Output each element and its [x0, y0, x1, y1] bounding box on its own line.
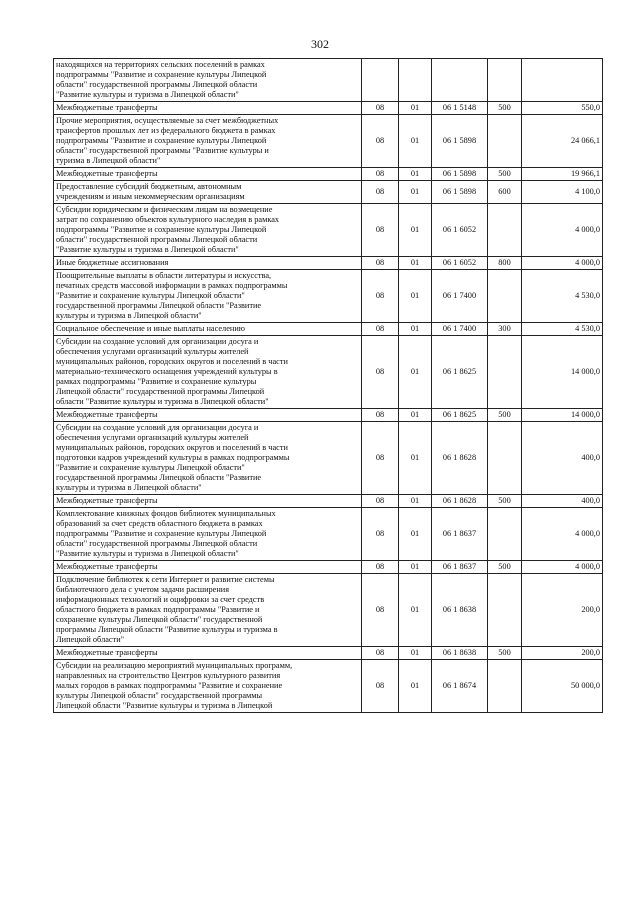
target-article-cell: 06 1 8674: [432, 660, 488, 713]
section-code-cell: 01: [399, 168, 432, 181]
table-row: [54, 168, 603, 181]
ministry-code-cell: 08: [362, 336, 399, 409]
table-row: [54, 495, 603, 508]
table-row: [54, 270, 603, 323]
expense-type-cell: [488, 574, 522, 647]
table-row: [54, 508, 603, 561]
expense-type-cell: [488, 59, 522, 102]
ministry-code-cell: 08: [362, 257, 399, 270]
item-name-cell: Межбюджетные трансферты: [54, 495, 362, 508]
table-row: [54, 102, 603, 115]
expense-type-cell: [488, 422, 522, 495]
table-row: [54, 660, 603, 713]
budget-table: [53, 58, 603, 713]
target-article-cell: 06 1 8637: [432, 508, 488, 561]
item-name-cell: находящихся на территориях сельских поселений в рамках подпрограммы "Развитие и сохранение культуры Липецкой области" государственной программы Липецкой области "Развитие культуры и туризма в Липецкой области": [54, 59, 362, 102]
section-code-cell: 01: [399, 574, 432, 647]
amount-cell: 14 000,0: [522, 409, 603, 422]
section-code-cell: [399, 59, 432, 102]
section-code-cell: 01: [399, 181, 432, 204]
page-number: 302: [311, 37, 329, 51]
expense-type-cell: 500: [488, 495, 522, 508]
ministry-code-cell: 08: [362, 181, 399, 204]
target-article-cell: 06 1 8625: [432, 409, 488, 422]
table-row: [54, 574, 603, 647]
ministry-code-cell: 08: [362, 270, 399, 323]
amount-cell: [522, 59, 603, 102]
target-article-cell: [432, 59, 488, 102]
amount-cell: 14 000,0: [522, 336, 603, 409]
table-row: [54, 647, 603, 660]
section-code-cell: 01: [399, 323, 432, 336]
target-article-cell: 06 1 8637: [432, 561, 488, 574]
expense-type-cell: 500: [488, 561, 522, 574]
section-code-cell: 01: [399, 409, 432, 422]
table-row: [54, 561, 603, 574]
section-code-cell: 01: [399, 422, 432, 495]
section-code-cell: 01: [399, 204, 432, 257]
table-row: [54, 59, 603, 102]
ministry-code-cell: 08: [362, 508, 399, 561]
amount-cell: 4 530,0: [522, 270, 603, 323]
section-code-cell: 01: [399, 257, 432, 270]
amount-cell: 200,0: [522, 647, 603, 660]
amount-cell: 4 000,0: [522, 508, 603, 561]
expense-type-cell: 800: [488, 257, 522, 270]
table-row: [54, 257, 603, 270]
table-row: [54, 181, 603, 204]
expense-type-cell: 600: [488, 181, 522, 204]
expense-type-cell: [488, 115, 522, 168]
target-article-cell: 06 1 8628: [432, 422, 488, 495]
item-name-cell: Поощрительные выплаты в области литературы и искусства, печатных средств массовой информации в рамках подпрограммы "Развитие и сохранение культуры Липецкой области" государственной программы Липецкой области "Развитие культуры и туризма в Липецкой области": [54, 270, 362, 323]
ministry-code-cell: 08: [362, 409, 399, 422]
item-name-cell: Межбюджетные трансферты: [54, 168, 362, 181]
amount-cell: 24 066,1: [522, 115, 603, 168]
expense-type-cell: 300: [488, 323, 522, 336]
ministry-code-cell: 08: [362, 168, 399, 181]
section-code-cell: 01: [399, 647, 432, 660]
expense-type-cell: [488, 336, 522, 409]
table-row: [54, 336, 603, 409]
ministry-code-cell: 08: [362, 660, 399, 713]
target-article-cell: 06 1 5898: [432, 115, 488, 168]
item-name-cell: Комплектование книжных фондов библиотек муниципальных образований за счет средств областного бюджета в рамках подпрограммы "Развитие и сохранение культуры Липецкой области" государственной программы Липецкой области "Развитие культуры и туризма в Липецкой области": [54, 508, 362, 561]
ministry-code-cell: [362, 59, 399, 102]
amount-cell: 19 966,1: [522, 168, 603, 181]
budget-table-body: [54, 59, 603, 713]
target-article-cell: 06 1 8638: [432, 574, 488, 647]
item-name-cell: Предоставление субсидий бюджетным, автономным учреждениям и иным некоммерческим организациям: [54, 181, 362, 204]
amount-cell: 4 000,0: [522, 204, 603, 257]
table-row: [54, 204, 603, 257]
ministry-code-cell: 08: [362, 422, 399, 495]
target-article-cell: 06 1 8628: [432, 495, 488, 508]
amount-cell: 4 530,0: [522, 323, 603, 336]
expense-type-cell: 500: [488, 647, 522, 660]
item-name-cell: Межбюджетные трансферты: [54, 647, 362, 660]
amount-cell: 4 100,0: [522, 181, 603, 204]
target-article-cell: 06 1 8638: [432, 647, 488, 660]
amount-cell: 4 000,0: [522, 561, 603, 574]
table-row: [54, 422, 603, 495]
item-name-cell: Социальное обеспечение и иные выплаты населению: [54, 323, 362, 336]
expense-type-cell: [488, 204, 522, 257]
ministry-code-cell: 08: [362, 495, 399, 508]
section-code-cell: 01: [399, 115, 432, 168]
target-article-cell: 06 1 6052: [432, 257, 488, 270]
section-code-cell: 01: [399, 270, 432, 323]
target-article-cell: 06 1 5898: [432, 181, 488, 204]
expense-type-cell: [488, 270, 522, 323]
table-row: [54, 115, 603, 168]
ministry-code-cell: 08: [362, 561, 399, 574]
item-name-cell: Межбюджетные трансферты: [54, 409, 362, 422]
section-code-cell: 01: [399, 495, 432, 508]
target-article-cell: 06 1 6052: [432, 204, 488, 257]
expense-type-cell: [488, 660, 522, 713]
target-article-cell: 06 1 8625: [432, 336, 488, 409]
ministry-code-cell: 08: [362, 204, 399, 257]
target-article-cell: 06 1 7400: [432, 323, 488, 336]
item-name-cell: Иные бюджетные ассигнования: [54, 257, 362, 270]
item-name-cell: Субсидии на создание условий для организации досуга и обеспечения услугами организаций культуры жителей муниципальных районов, городских округов и поселений в части подготовки кадров учреждений культуры в рамках подпрограммы "Развитие и сохранение культуры Липецкой области" государственной программы Липецкой области "Развитие культуры и туризма в Липецкой области": [54, 422, 362, 495]
ministry-code-cell: 08: [362, 647, 399, 660]
ministry-code-cell: 08: [362, 574, 399, 647]
ministry-code-cell: 08: [362, 323, 399, 336]
section-code-cell: 01: [399, 660, 432, 713]
item-name-cell: Подключение библиотек к сети Интернет и развитие системы библиотечного дела с учетом задачи расширения информационных технологий и оцифровки за счет средств областного бюджета в рамках подпрограммы "Развитие и сохранение культуры Липецкой области" государственной программы Липецкой области "Развитие культуры и туризма в Липецкой области": [54, 574, 362, 647]
target-article-cell: 06 1 7400: [432, 270, 488, 323]
amount-cell: 4 000,0: [522, 257, 603, 270]
item-name-cell: Прочие мероприятия, осуществляемые за счет межбюджетных трансфертов прошлых лет из федерального бюджета в рамках подпрограммы "Развитие и сохранение культуры Липецкой области" государственной программы "Развитие культуры и туризма в Липецкой области": [54, 115, 362, 168]
item-name-cell: Субсидии на создание условий для организации досуга и обеспечения услугами организаций культуры жителей муниципальных районов, городских округов и поселений в части материально-технического оснащения учреждений культуры в рамках подпрограммы "Развитие и сохранение культуры Липецкой области" государственной программы Липецкой области "Развитие культуры и туризма в Липецкой области": [54, 336, 362, 409]
expense-type-cell: [488, 508, 522, 561]
expense-type-cell: 500: [488, 168, 522, 181]
section-code-cell: 01: [399, 561, 432, 574]
ministry-code-cell: 08: [362, 102, 399, 115]
target-article-cell: 06 1 5148: [432, 102, 488, 115]
amount-cell: 400,0: [522, 422, 603, 495]
table-row: [54, 323, 603, 336]
item-name-cell: Субсидии юридическим и физическим лицам на возмещение затрат по сохранению объектов культурного наследия в рамках подпрограммы "Развитие и сохранение культуры Липецкой области" государственной программы Липецкой области "Развитие культуры и туризма в Липецкой области": [54, 204, 362, 257]
section-code-cell: 01: [399, 508, 432, 561]
item-name-cell: Межбюджетные трансферты: [54, 102, 362, 115]
section-code-cell: 01: [399, 336, 432, 409]
target-article-cell: 06 1 5898: [432, 168, 488, 181]
item-name-cell: Межбюджетные трансферты: [54, 561, 362, 574]
expense-type-cell: 500: [488, 409, 522, 422]
amount-cell: 200,0: [522, 574, 603, 647]
table-row: [54, 409, 603, 422]
amount-cell: 550,0: [522, 102, 603, 115]
expense-type-cell: 500: [488, 102, 522, 115]
amount-cell: 50 000,0: [522, 660, 603, 713]
amount-cell: 400,0: [522, 495, 603, 508]
ministry-code-cell: 08: [362, 115, 399, 168]
item-name-cell: Субсидии на реализацию мероприятий муниципальных программ, направленных на строительство Центров культурного развития малых городов в рамках подпрограммы "Развитие и сохранение культуры Липецкой области" государственной программы Липецкой области "Развитие культуры и туризма в Липецкой: [54, 660, 362, 713]
section-code-cell: 01: [399, 102, 432, 115]
